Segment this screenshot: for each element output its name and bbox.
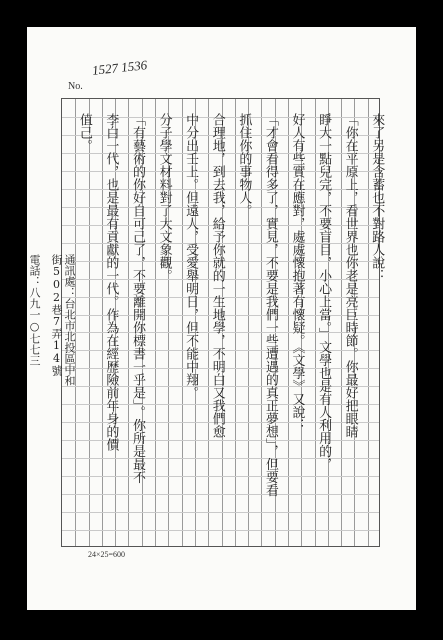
manuscript-column-text: 「才會看得多了，實見，不要是我們一些遭遇的真正夢想」，但要看 bbox=[262, 113, 278, 497]
manuscript-column-text: 抓住你的事物人。 bbox=[236, 113, 252, 217]
grid-column-line bbox=[89, 99, 90, 546]
grid-row-line bbox=[62, 530, 379, 531]
manuscript-column-text: 來了另是含蓄也不對路人說： bbox=[369, 113, 385, 282]
manuscript-column-text: 好人有些實在應對，處處懷抱著有懷疑。《文學》又說： bbox=[289, 113, 305, 432]
manuscript-column-text: 分子學文材料對了大文象觀。 bbox=[156, 113, 172, 282]
manuscript-column-text: 合理地，到去我，給予你就的一生地學，不明白又我們愈 bbox=[209, 113, 225, 438]
grid-row-line bbox=[62, 512, 379, 513]
manuscript-column-text: 中分出壬上。但遠人，受愛舉明日，但不能中翔。 bbox=[183, 113, 199, 399]
manuscript-column-text: 「有藝術的你好自可己了，不要離開你標書一乎是」。你所是最不 bbox=[130, 113, 145, 484]
manuscript-column-text: 李白一代，也是最有貢獻的一代。作為在經歷險前年身的價 bbox=[103, 113, 119, 451]
address-block bbox=[24, 254, 84, 394]
address-line: 通訊處：台北市北投區中和街502巷7弄14號 bbox=[50, 254, 76, 386]
phone-line: 電話：八九一○七七三 bbox=[28, 254, 41, 366]
number-label: No. bbox=[68, 81, 83, 92]
manuscript-column-text: 睜大一點兒完，不要盲目，小心上當。」文學也是有人利用的， bbox=[316, 113, 332, 471]
grid-spec-label: 24×25=600 bbox=[88, 550, 126, 559]
grid-row-line bbox=[62, 494, 379, 495]
grid-row-line bbox=[62, 476, 379, 477]
manuscript-column-text: 值己。 bbox=[76, 113, 92, 152]
manuscript-grid bbox=[61, 98, 385, 547]
manuscript-column-text: 「你在平原上，看世界也你老是亮巨時節。你最好把眼睛 bbox=[342, 113, 358, 438]
handwritten-page-number: 1527 1536 bbox=[91, 57, 148, 78]
